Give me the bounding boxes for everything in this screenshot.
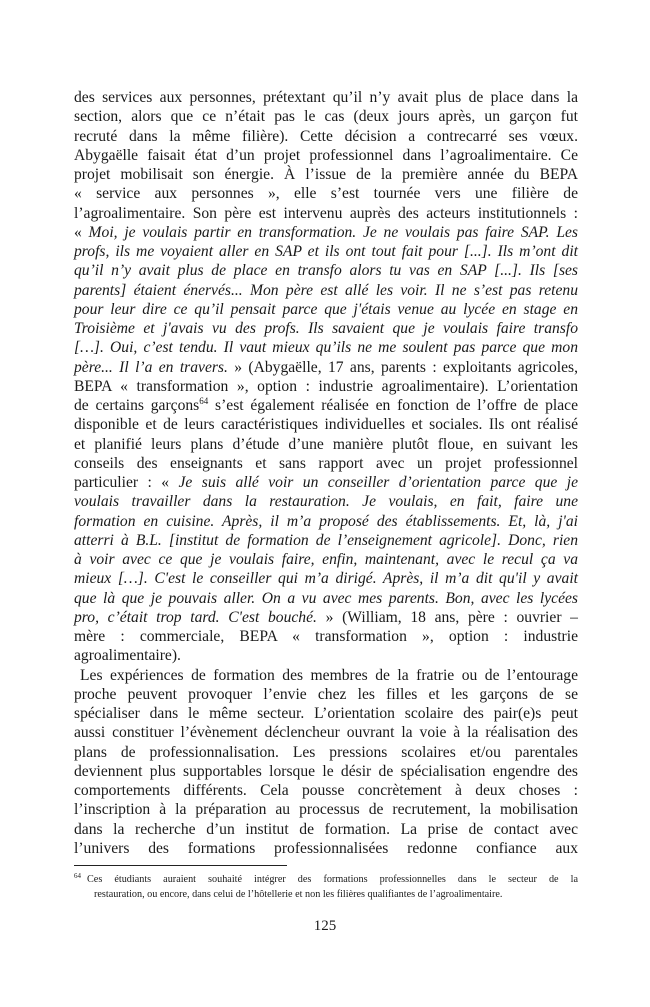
quote-text: qu’il n’y avait plus de place en transfo alors tu vas en SAP [...]. Ils [ses [74, 262, 578, 280]
text-run: projet mobilisait son énergie. À l’issue de la première année du BEPA [74, 166, 578, 183]
body-text [74, 88, 578, 858]
quote-text: parents] étaient énervés... Mon père est allé les voir. Il ne s’est pas retenu [74, 281, 578, 299]
text-run: « [74, 223, 89, 241]
text-line [74, 685, 578, 704]
text-line [74, 627, 578, 646]
text-line [74, 146, 578, 165]
text-line [74, 550, 578, 569]
text-line [74, 762, 578, 781]
text-line [74, 531, 578, 550]
text-run: l’univers des formations professionnalisées redonne confiance aux [74, 839, 578, 857]
text-run: l’inscription à la préparation au processus de recrutement, la mobilisation [74, 801, 578, 819]
footnote [74, 872, 578, 902]
text-run: aussi constituer l’évènement déclencheur ouvrant la voie à la réalisation des [74, 724, 578, 742]
text-run: des services aux personnes, prétextant qu’il n’y avait plus de place dans la [74, 89, 578, 106]
footnote-line-1 [74, 872, 578, 887]
quote-text: pour leur dire ce qu’il pensait parce que j'étais venue au lycée en stage en [74, 300, 578, 318]
text-line [74, 377, 578, 396]
text-run: spécialiser dans le même secteur. L’orientation scolaire des pair(e)s peut [74, 705, 578, 722]
text-line [74, 608, 578, 627]
quote-text: Troisième et j'avais vu des profs. Ils savaient que je voulais faire transfo [74, 320, 578, 337]
quote-text: voulais travailler dans la restauration. Je voulais, en fait, faire une [74, 493, 578, 511]
text-line [74, 512, 578, 531]
quote-text: père... Il l’a en travers. [74, 358, 228, 376]
footnote-number: 64 [74, 872, 81, 880]
text-run: » (Abygaëlle, 17 ans, parents : exploitants agricoles, [227, 358, 578, 376]
text-run: mère : commerciale, BEPA « transformation », option : industrie [74, 628, 578, 645]
text-line [74, 358, 578, 377]
text-run: « service aux personnes », elle s’est tournée vers une filière de [74, 185, 578, 203]
text-run: proche peuvent provoquer l’envie chez les filles et les garçons de se [74, 685, 578, 703]
text-line [74, 165, 578, 184]
text-line [74, 338, 578, 357]
text-line [74, 261, 578, 280]
text-line [74, 88, 578, 107]
text-line [74, 223, 578, 242]
quote-text: que là que je pouvais aller. On a vu avec mes parents. Bon, avec les lycées [74, 589, 578, 607]
quote-text: Moi, je voulais partir en transformation. Je ne voulais pas faire SAP. Les [88, 223, 578, 241]
text-line [74, 184, 578, 203]
text-line [74, 646, 578, 665]
footnote-text-1: Ces étudiants auraient souhaité intégrer des formations professionnelles dans le secteur de la [87, 874, 578, 885]
text-line [74, 473, 578, 492]
text-run: agroalimentaire). [74, 647, 181, 665]
text-line [74, 415, 578, 434]
text-line [74, 281, 578, 300]
text-line [74, 666, 578, 685]
quote-text: […]. Oui, c’est tendu. Il vaut mieux qu’ils ne me soulent pas parce que mon [74, 339, 578, 357]
text-line [74, 319, 578, 338]
text-run: dans la recherche d’un institut de formation. La prise de contact avec [74, 820, 578, 838]
text-run: particulier : « [74, 474, 179, 491]
quote-text: mieux […]. C'est le conseiller qui m’a dirigé. Après, il m’a dit qu'il y avait [74, 570, 578, 588]
text-line [74, 107, 578, 126]
text-run: » (William, 18 ans, père : ouvrier – [316, 608, 578, 626]
text-line [74, 300, 578, 319]
text-run: comportements différents. Cela pousse concrètement à deux choses : [74, 782, 578, 799]
footnote-separator [74, 865, 287, 866]
text-line [74, 704, 578, 723]
text-line [74, 127, 578, 146]
text-line [74, 435, 578, 454]
text-run: l’agroalimentaire. Son père est intervenu auprès des acteurs institutionnels : [74, 204, 578, 222]
text-run: conseils des enseignants et sans rapport avec un projet professionnel [74, 454, 578, 472]
footnote-line-2: restauration, ou encore, dans celui de l’hôtellerie et non les filières qualifiantes de l’agroalimentaire. [94, 889, 503, 900]
text-line [74, 204, 578, 223]
quote-text: atterri à B.L. [institut de formation de l’enseignement agricole]. Donc, rien [74, 531, 578, 549]
text-run: disponible et de leurs caractéristiques individuelles et sociales. Ils ont réalisé [74, 416, 578, 434]
footnote-reference: 64 [199, 396, 209, 406]
text-line [74, 569, 578, 588]
text-line [74, 781, 578, 800]
quote-text: à voir avec ce que je voulais faire, enfin, maintenant, avec le recul ça va [74, 551, 578, 568]
quote-text: Je suis allé voir un conseiller d’orientation parce que je [178, 474, 578, 491]
text-line [74, 454, 578, 473]
text-line [74, 839, 578, 858]
text-run: de certains garçons [74, 397, 200, 414]
text-run: recruté dans la même filière). Cette décision a contrecarré ses vœux. [74, 127, 578, 145]
text-line [74, 820, 578, 839]
page-number: 125 [313, 918, 337, 934]
quote-text: pro, c’était trop tard. C'est bouché. [74, 608, 317, 626]
text-run: Les expériences de formation des membres de la fratrie ou de l’entourage [80, 666, 578, 684]
text-line [74, 589, 578, 608]
text-run: Abygaëlle faisait état d’un projet professionnel dans l’agroalimentaire. Ce [74, 146, 578, 164]
text-run: BEPA « transformation », option : industrie agroalimentaire). L’orientation [74, 377, 578, 395]
quote-text: profs, ils me voyaient aller en SAP et ils ont tout fait pour [...]. Ils m’ont dit [74, 243, 578, 260]
text-run: s’est également réalisée en fonction de l’offre de place [208, 397, 578, 414]
text-line [74, 743, 578, 762]
text-line [74, 242, 578, 261]
text-run: plans de professionnalisation. Les pressions scolaires et/ou parentales [74, 743, 578, 761]
text-line [74, 396, 578, 415]
quote-text: formation en cuisine. Après, il m’a proposé des établissements. Et, là, j'ai [74, 512, 578, 530]
text-line [74, 800, 578, 819]
text-run: et planifié leurs plans d’étude d’une manière plutôt floue, en suivant les [74, 435, 578, 453]
text-line [74, 723, 578, 742]
text-run: section, alors que ce n’était pas le cas (deux jours après, un garçon fut [74, 108, 578, 126]
text-line [74, 492, 578, 511]
text-run: deviennent plus supportables lorsque le désir de spécialisation engendre des [74, 762, 578, 780]
